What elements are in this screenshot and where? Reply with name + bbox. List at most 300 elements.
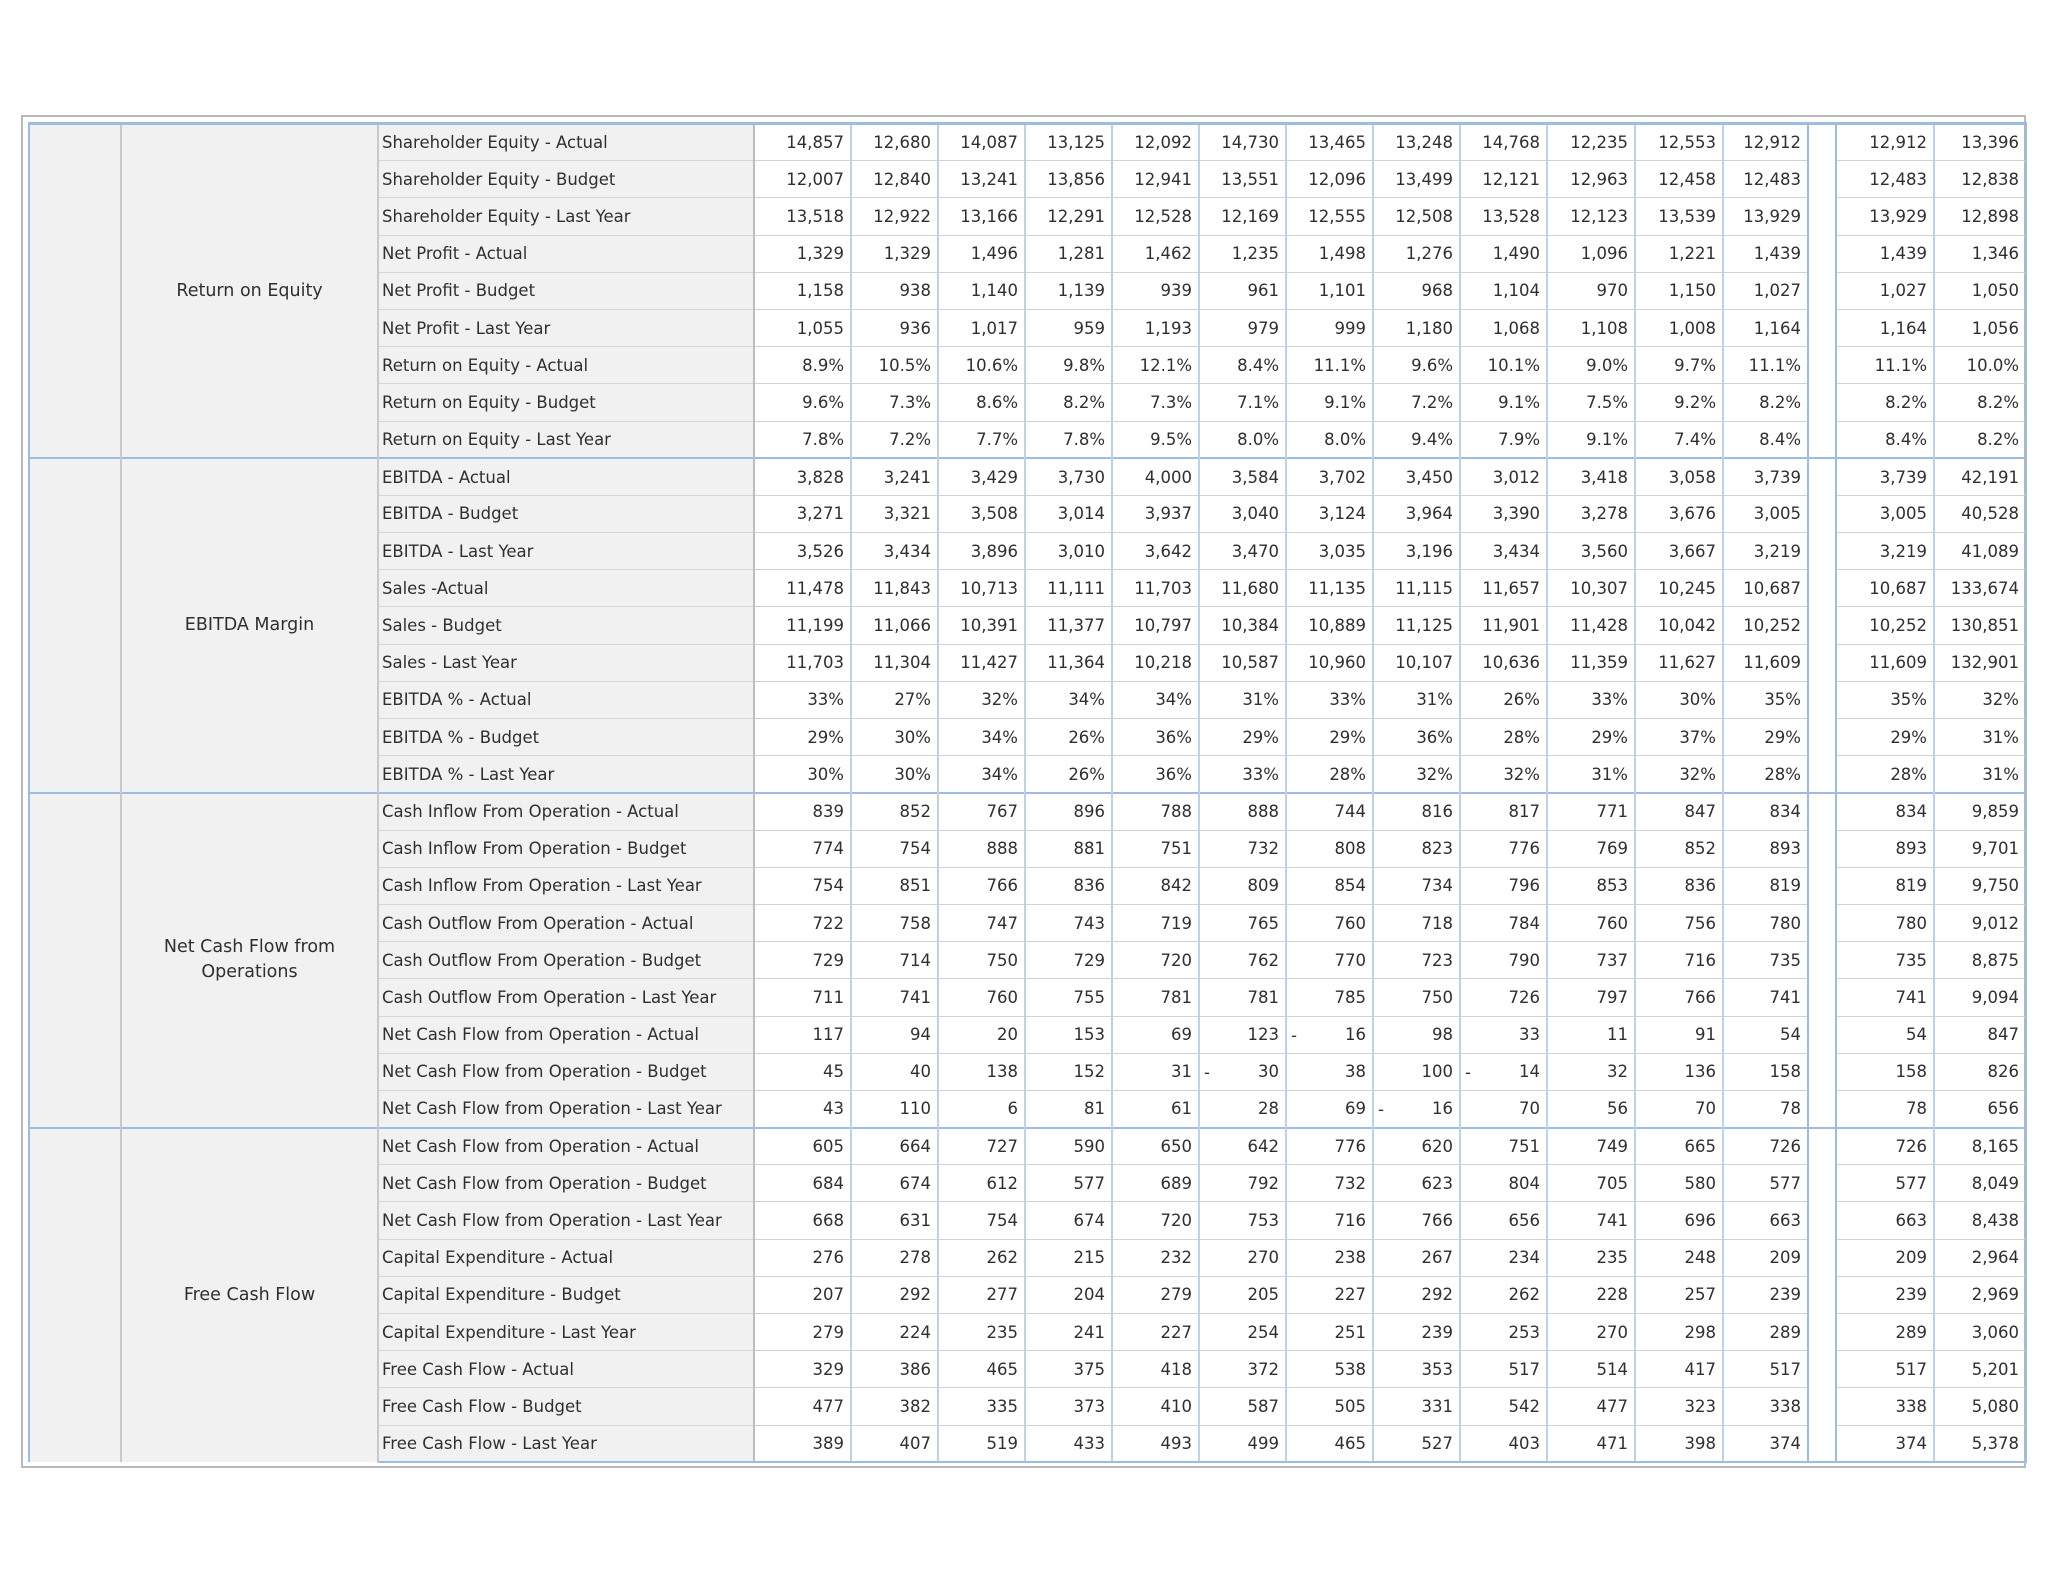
month-value-cell[interactable] (851, 1239, 938, 1276)
summary-current-cell[interactable]: 741 (1836, 979, 1934, 1016)
month-value-cell[interactable] (1635, 235, 1723, 272)
month-value-cell[interactable] (754, 384, 851, 421)
month-value-cell[interactable] (1112, 161, 1199, 198)
month-value-cell[interactable] (1025, 1388, 1112, 1425)
month-value-cell[interactable] (938, 1202, 1025, 1239)
month-value-cell[interactable] (1286, 756, 1373, 793)
month-value-cell[interactable] (1460, 942, 1547, 979)
month-value-cell[interactable] (1286, 161, 1373, 198)
month-value-cell[interactable] (1723, 533, 1808, 570)
month-value-cell[interactable] (1373, 1053, 1460, 1090)
summary-current-cell[interactable]: 35% (1836, 681, 1934, 718)
month-value-cell[interactable] (1635, 1314, 1723, 1351)
month-value-cell[interactable] (851, 1202, 938, 1239)
month-value-cell[interactable] (851, 830, 938, 867)
month-value-cell[interactable] (1286, 1016, 1373, 1053)
month-value-cell[interactable] (1460, 793, 1547, 830)
summary-total-cell[interactable]: 847 (1934, 1016, 2026, 1053)
month-value-cell[interactable] (1460, 272, 1547, 309)
month-value-cell[interactable] (1460, 1425, 1547, 1462)
month-value-cell[interactable] (851, 867, 938, 904)
month-value-cell[interactable] (1199, 533, 1286, 570)
month-value-cell[interactable] (1286, 458, 1373, 495)
month-value-cell[interactable] (1460, 421, 1547, 458)
summary-current-cell[interactable]: 12,912 (1836, 124, 1934, 161)
month-value-cell[interactable] (1025, 942, 1112, 979)
month-value-cell[interactable] (1547, 1165, 1635, 1202)
month-value-cell[interactable] (754, 347, 851, 384)
month-value-cell[interactable] (938, 495, 1025, 532)
month-value-cell[interactable] (938, 1239, 1025, 1276)
month-value-cell[interactable] (754, 1388, 851, 1425)
summary-total-cell[interactable]: 31% (1934, 719, 2026, 756)
month-value-cell[interactable] (1025, 421, 1112, 458)
month-value-cell[interactable] (754, 272, 851, 309)
month-value-cell[interactable] (1025, 719, 1112, 756)
month-value-cell[interactable] (1547, 979, 1635, 1016)
month-value-cell[interactable] (1723, 1053, 1808, 1090)
month-value-cell[interactable] (754, 867, 851, 904)
summary-current-cell[interactable]: 1,164 (1836, 309, 1934, 346)
month-value-cell[interactable] (1112, 1351, 1199, 1388)
month-value-cell[interactable] (1112, 904, 1199, 941)
month-value-cell[interactable] (1286, 681, 1373, 718)
month-value-cell[interactable] (1547, 161, 1635, 198)
month-value-cell[interactable] (1723, 1016, 1808, 1053)
month-value-cell[interactable] (851, 570, 938, 607)
summary-total-cell[interactable]: 5,201 (1934, 1351, 2026, 1388)
month-value-cell[interactable] (938, 1425, 1025, 1462)
month-value-cell[interactable] (1635, 198, 1723, 235)
month-value-cell[interactable] (851, 1128, 938, 1165)
summary-total-cell[interactable]: 8.2% (1934, 421, 2026, 458)
month-value-cell[interactable] (1460, 1128, 1547, 1165)
summary-total-cell[interactable]: 41,089 (1934, 533, 2026, 570)
month-value-cell[interactable] (754, 421, 851, 458)
summary-current-cell[interactable]: 10,252 (1836, 607, 1934, 644)
month-value-cell[interactable] (1373, 1202, 1460, 1239)
month-value-cell[interactable] (1547, 830, 1635, 867)
month-value-cell[interactable] (1025, 384, 1112, 421)
month-value-cell[interactable] (1199, 1053, 1286, 1090)
month-value-cell[interactable] (851, 458, 938, 495)
summary-current-cell[interactable]: 834 (1836, 793, 1934, 830)
summary-current-cell[interactable]: 78 (1836, 1090, 1934, 1127)
month-value-cell[interactable] (1635, 979, 1723, 1016)
month-value-cell[interactable] (1286, 867, 1373, 904)
month-value-cell[interactable] (1286, 1239, 1373, 1276)
month-value-cell[interactable] (1547, 904, 1635, 941)
month-value-cell[interactable] (1460, 904, 1547, 941)
month-value-cell[interactable] (1460, 607, 1547, 644)
month-value-cell[interactable] (1635, 756, 1723, 793)
month-value-cell[interactable] (1460, 681, 1547, 718)
summary-total-cell[interactable]: 13,396 (1934, 124, 2026, 161)
summary-total-cell[interactable]: 2,969 (1934, 1276, 2026, 1313)
month-value-cell[interactable] (1112, 793, 1199, 830)
month-value-cell[interactable] (1723, 1239, 1808, 1276)
month-value-cell[interactable] (1723, 1202, 1808, 1239)
month-value-cell[interactable] (1723, 607, 1808, 644)
month-value-cell[interactable] (851, 979, 938, 1016)
month-value-cell[interactable] (851, 793, 938, 830)
month-value-cell[interactable] (938, 1128, 1025, 1165)
month-value-cell[interactable] (938, 384, 1025, 421)
month-value-cell[interactable] (1112, 979, 1199, 1016)
summary-total-cell[interactable]: 826 (1934, 1053, 2026, 1090)
month-value-cell[interactable] (1025, 347, 1112, 384)
month-value-cell[interactable] (1199, 1425, 1286, 1462)
summary-total-cell[interactable]: 8,049 (1934, 1165, 2026, 1202)
month-value-cell[interactable] (1025, 272, 1112, 309)
month-value-cell[interactable] (1112, 570, 1199, 607)
month-value-cell[interactable] (1373, 1351, 1460, 1388)
month-value-cell[interactable] (1199, 1128, 1286, 1165)
month-value-cell[interactable] (1373, 867, 1460, 904)
month-value-cell[interactable] (754, 570, 851, 607)
month-value-cell[interactable] (1112, 1090, 1199, 1127)
month-value-cell[interactable] (1723, 235, 1808, 272)
summary-total-cell[interactable]: 10.0% (1934, 347, 2026, 384)
month-value-cell[interactable] (851, 421, 938, 458)
month-value-cell[interactable] (851, 681, 938, 718)
month-value-cell[interactable] (754, 1276, 851, 1313)
month-value-cell[interactable] (1112, 458, 1199, 495)
month-value-cell[interactable] (1723, 421, 1808, 458)
summary-current-cell[interactable]: 3,219 (1836, 533, 1934, 570)
month-value-cell[interactable] (1373, 235, 1460, 272)
summary-current-cell[interactable]: 209 (1836, 1239, 1934, 1276)
month-value-cell[interactable] (1635, 1388, 1723, 1425)
month-value-cell[interactable] (1286, 979, 1373, 1016)
month-value-cell[interactable] (1547, 1239, 1635, 1276)
month-value-cell[interactable] (754, 1239, 851, 1276)
month-value-cell[interactable] (1460, 979, 1547, 1016)
month-value-cell[interactable] (938, 644, 1025, 681)
month-value-cell[interactable] (1547, 1314, 1635, 1351)
month-value-cell[interactable] (1199, 1090, 1286, 1127)
month-value-cell[interactable] (1635, 1165, 1723, 1202)
month-value-cell[interactable] (1373, 272, 1460, 309)
month-value-cell[interactable] (1199, 161, 1286, 198)
month-value-cell[interactable] (1025, 607, 1112, 644)
month-value-cell[interactable] (1460, 830, 1547, 867)
month-value-cell[interactable] (938, 1276, 1025, 1313)
month-value-cell[interactable] (1112, 1239, 1199, 1276)
month-value-cell[interactable] (1025, 495, 1112, 532)
summary-current-cell[interactable]: 663 (1836, 1202, 1934, 1239)
month-value-cell[interactable] (754, 235, 851, 272)
month-value-cell[interactable] (938, 1388, 1025, 1425)
month-value-cell[interactable] (1373, 681, 1460, 718)
month-value-cell[interactable] (1025, 198, 1112, 235)
month-value-cell[interactable] (754, 495, 851, 532)
month-value-cell[interactable] (1286, 272, 1373, 309)
month-value-cell[interactable] (851, 495, 938, 532)
summary-total-cell[interactable]: 8,438 (1934, 1202, 2026, 1239)
month-value-cell[interactable] (938, 124, 1025, 161)
summary-total-cell[interactable]: 3,060 (1934, 1314, 2026, 1351)
month-value-cell[interactable] (1723, 904, 1808, 941)
month-value-cell[interactable] (1025, 681, 1112, 718)
month-value-cell[interactable] (1112, 1388, 1199, 1425)
month-value-cell[interactable] (1547, 1425, 1635, 1462)
month-value-cell[interactable] (1373, 1425, 1460, 1462)
month-value-cell[interactable] (851, 235, 938, 272)
month-value-cell[interactable] (1547, 570, 1635, 607)
summary-total-cell[interactable]: 132,901 (1934, 644, 2026, 681)
month-value-cell[interactable] (1635, 867, 1723, 904)
month-value-cell[interactable] (1199, 458, 1286, 495)
month-value-cell[interactable] (1723, 1351, 1808, 1388)
month-value-cell[interactable] (1373, 1239, 1460, 1276)
month-value-cell[interactable] (1547, 719, 1635, 756)
month-value-cell[interactable] (1547, 124, 1635, 161)
month-value-cell[interactable] (1373, 421, 1460, 458)
month-value-cell[interactable] (1286, 1202, 1373, 1239)
month-value-cell[interactable] (851, 1016, 938, 1053)
month-value-cell[interactable] (1635, 495, 1723, 532)
month-value-cell[interactable] (1112, 867, 1199, 904)
month-value-cell[interactable] (754, 942, 851, 979)
month-value-cell[interactable] (1723, 1425, 1808, 1462)
month-value-cell[interactable] (1460, 1351, 1547, 1388)
summary-current-cell[interactable]: 1,439 (1836, 235, 1934, 272)
month-value-cell[interactable] (754, 607, 851, 644)
month-value-cell[interactable] (754, 124, 851, 161)
month-value-cell[interactable] (1286, 793, 1373, 830)
month-value-cell[interactable] (1112, 942, 1199, 979)
month-value-cell[interactable] (1025, 533, 1112, 570)
month-value-cell[interactable] (1199, 1165, 1286, 1202)
month-value-cell[interactable] (1460, 1276, 1547, 1313)
summary-total-cell[interactable]: 8,875 (1934, 942, 2026, 979)
month-value-cell[interactable] (1373, 756, 1460, 793)
month-value-cell[interactable] (1286, 1314, 1373, 1351)
month-value-cell[interactable] (1025, 644, 1112, 681)
month-value-cell[interactable] (1025, 979, 1112, 1016)
month-value-cell[interactable] (1373, 719, 1460, 756)
month-value-cell[interactable] (1199, 347, 1286, 384)
month-value-cell[interactable] (1547, 421, 1635, 458)
month-value-cell[interactable] (1547, 1388, 1635, 1425)
month-value-cell[interactable] (1723, 495, 1808, 532)
month-value-cell[interactable] (1286, 644, 1373, 681)
month-value-cell[interactable] (1199, 830, 1286, 867)
month-value-cell[interactable] (851, 272, 938, 309)
month-value-cell[interactable] (1723, 830, 1808, 867)
month-value-cell[interactable] (1460, 124, 1547, 161)
month-value-cell[interactable] (1373, 1314, 1460, 1351)
month-value-cell[interactable] (1373, 793, 1460, 830)
month-value-cell[interactable] (754, 719, 851, 756)
month-value-cell[interactable] (1112, 272, 1199, 309)
month-value-cell[interactable] (1286, 1090, 1373, 1127)
summary-current-cell[interactable]: 819 (1836, 867, 1934, 904)
month-value-cell[interactable] (1112, 1425, 1199, 1462)
summary-current-cell[interactable]: 158 (1836, 1053, 1934, 1090)
month-value-cell[interactable] (1025, 1276, 1112, 1313)
month-value-cell[interactable] (1547, 272, 1635, 309)
summary-current-cell[interactable]: 8.2% (1836, 384, 1934, 421)
month-value-cell[interactable] (851, 309, 938, 346)
month-value-cell[interactable] (1723, 644, 1808, 681)
month-value-cell[interactable] (1025, 1351, 1112, 1388)
month-value-cell[interactable] (1635, 644, 1723, 681)
month-value-cell[interactable] (1547, 1276, 1635, 1313)
month-value-cell[interactable] (1460, 458, 1547, 495)
month-value-cell[interactable] (1635, 1053, 1723, 1090)
month-value-cell[interactable] (851, 607, 938, 644)
month-value-cell[interactable] (1547, 347, 1635, 384)
month-value-cell[interactable] (1112, 607, 1199, 644)
month-value-cell[interactable] (1460, 384, 1547, 421)
month-value-cell[interactable] (1025, 867, 1112, 904)
summary-current-cell[interactable]: 893 (1836, 830, 1934, 867)
month-value-cell[interactable] (938, 1053, 1025, 1090)
month-value-cell[interactable] (851, 756, 938, 793)
month-value-cell[interactable] (1547, 607, 1635, 644)
month-value-cell[interactable] (1635, 1276, 1723, 1313)
month-value-cell[interactable] (851, 198, 938, 235)
month-value-cell[interactable] (1112, 1128, 1199, 1165)
month-value-cell[interactable] (1199, 756, 1286, 793)
month-value-cell[interactable] (1112, 421, 1199, 458)
month-value-cell[interactable] (1635, 1128, 1723, 1165)
month-value-cell[interactable] (1460, 161, 1547, 198)
month-value-cell[interactable] (1723, 942, 1808, 979)
month-value-cell[interactable] (1199, 1314, 1286, 1351)
month-value-cell[interactable] (1635, 272, 1723, 309)
month-value-cell[interactable] (1460, 644, 1547, 681)
summary-total-cell[interactable]: 32% (1934, 681, 2026, 718)
month-value-cell[interactable] (1199, 124, 1286, 161)
month-value-cell[interactable] (1635, 421, 1723, 458)
month-value-cell[interactable] (1199, 979, 1286, 1016)
month-value-cell[interactable] (1112, 124, 1199, 161)
month-value-cell[interactable] (1547, 681, 1635, 718)
month-value-cell[interactable] (1547, 1128, 1635, 1165)
summary-total-cell[interactable]: 1,056 (1934, 309, 2026, 346)
summary-total-cell[interactable]: 656 (1934, 1090, 2026, 1127)
month-value-cell[interactable] (1723, 384, 1808, 421)
month-value-cell[interactable] (1723, 756, 1808, 793)
summary-current-cell[interactable]: 374 (1836, 1425, 1934, 1462)
month-value-cell[interactable] (1723, 1388, 1808, 1425)
month-value-cell[interactable] (938, 570, 1025, 607)
month-value-cell[interactable] (1460, 309, 1547, 346)
month-value-cell[interactable] (1635, 161, 1723, 198)
month-value-cell[interactable] (938, 1090, 1025, 1127)
month-value-cell[interactable] (754, 198, 851, 235)
month-value-cell[interactable] (754, 458, 851, 495)
month-value-cell[interactable] (1635, 1351, 1723, 1388)
month-value-cell[interactable] (851, 124, 938, 161)
month-value-cell[interactable] (1199, 1239, 1286, 1276)
month-value-cell[interactable] (754, 904, 851, 941)
month-value-cell[interactable] (1635, 384, 1723, 421)
summary-current-cell[interactable]: 29% (1836, 719, 1934, 756)
month-value-cell[interactable] (1199, 681, 1286, 718)
month-value-cell[interactable] (851, 347, 938, 384)
month-value-cell[interactable] (1547, 793, 1635, 830)
month-value-cell[interactable] (1460, 1016, 1547, 1053)
month-value-cell[interactable] (754, 793, 851, 830)
month-value-cell[interactable] (938, 607, 1025, 644)
month-value-cell[interactable] (1112, 830, 1199, 867)
summary-current-cell[interactable]: 735 (1836, 942, 1934, 979)
month-value-cell[interactable] (1112, 756, 1199, 793)
month-value-cell[interactable] (1112, 681, 1199, 718)
month-value-cell[interactable] (754, 979, 851, 1016)
month-value-cell[interactable] (1025, 1053, 1112, 1090)
month-value-cell[interactable] (1199, 272, 1286, 309)
month-value-cell[interactable] (851, 1314, 938, 1351)
summary-current-cell[interactable]: 13,929 (1836, 198, 1934, 235)
month-value-cell[interactable] (1373, 830, 1460, 867)
summary-total-cell[interactable]: 9,012 (1934, 904, 2026, 941)
month-value-cell[interactable] (1286, 1351, 1373, 1388)
month-value-cell[interactable] (1286, 384, 1373, 421)
summary-total-cell[interactable]: 9,750 (1934, 867, 2026, 904)
month-value-cell[interactable] (1025, 570, 1112, 607)
month-value-cell[interactable] (1723, 198, 1808, 235)
month-value-cell[interactable] (1199, 607, 1286, 644)
month-value-cell[interactable] (1547, 1202, 1635, 1239)
summary-current-cell[interactable]: 517 (1836, 1351, 1934, 1388)
month-value-cell[interactable] (1373, 1276, 1460, 1313)
month-value-cell[interactable] (1286, 570, 1373, 607)
summary-current-cell[interactable]: 3,005 (1836, 495, 1934, 532)
month-value-cell[interactable] (1635, 719, 1723, 756)
summary-total-cell[interactable]: 9,859 (1934, 793, 2026, 830)
summary-total-cell[interactable]: 8.2% (1934, 384, 2026, 421)
month-value-cell[interactable] (754, 756, 851, 793)
month-value-cell[interactable] (851, 1388, 938, 1425)
month-value-cell[interactable] (1286, 495, 1373, 532)
summary-current-cell[interactable]: 726 (1836, 1128, 1934, 1165)
month-value-cell[interactable] (754, 1128, 851, 1165)
month-value-cell[interactable] (938, 719, 1025, 756)
month-value-cell[interactable] (1547, 644, 1635, 681)
month-value-cell[interactable] (851, 1276, 938, 1313)
month-value-cell[interactable] (1723, 1090, 1808, 1127)
month-value-cell[interactable] (1547, 867, 1635, 904)
month-value-cell[interactable] (1460, 235, 1547, 272)
summary-total-cell[interactable]: 31% (1934, 756, 2026, 793)
month-value-cell[interactable] (1112, 347, 1199, 384)
month-value-cell[interactable] (938, 1314, 1025, 1351)
month-value-cell[interactable] (938, 979, 1025, 1016)
month-value-cell[interactable] (1199, 198, 1286, 235)
month-value-cell[interactable] (1635, 347, 1723, 384)
month-value-cell[interactable] (754, 1053, 851, 1090)
month-value-cell[interactable] (1373, 979, 1460, 1016)
month-value-cell[interactable] (1723, 719, 1808, 756)
month-value-cell[interactable] (1025, 1016, 1112, 1053)
month-value-cell[interactable] (1112, 309, 1199, 346)
month-value-cell[interactable] (1373, 495, 1460, 532)
month-value-cell[interactable] (1460, 756, 1547, 793)
month-value-cell[interactable] (1460, 533, 1547, 570)
month-value-cell[interactable] (1199, 1388, 1286, 1425)
month-value-cell[interactable] (1025, 161, 1112, 198)
month-value-cell[interactable] (1373, 644, 1460, 681)
month-value-cell[interactable] (1547, 495, 1635, 532)
month-value-cell[interactable] (1547, 198, 1635, 235)
month-value-cell[interactable] (938, 347, 1025, 384)
month-value-cell[interactable] (1373, 384, 1460, 421)
